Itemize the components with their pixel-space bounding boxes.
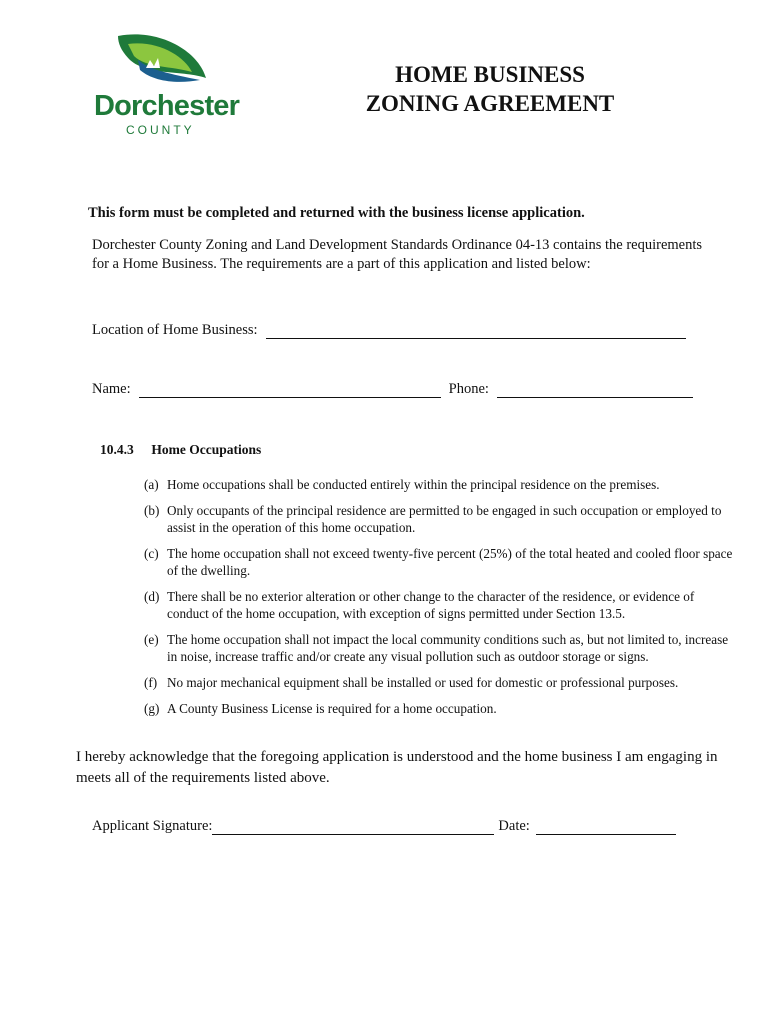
date-input-line[interactable] bbox=[536, 820, 676, 835]
item-text: The home occupation shall not exceed twenty-five percent (25%) of the total heated and cooled floor space of the dwelling. bbox=[167, 546, 733, 578]
phone-label: Phone: bbox=[448, 381, 489, 397]
item-label: (g) bbox=[144, 701, 160, 716]
name-input-line[interactable] bbox=[139, 383, 441, 398]
location-input-line[interactable] bbox=[266, 324, 686, 339]
instruction-text: This form must be completed and returned with the business license application. bbox=[88, 205, 585, 221]
item-text: A County Business License is required for a home occupation. bbox=[167, 701, 497, 716]
section-title: Home Occupations bbox=[151, 442, 262, 457]
acknowledgement-text: I hereby acknowledge that the foregoing application is understood and the home business I am engaging in meets all of the requirements listed above. bbox=[76, 749, 718, 786]
county-logo bbox=[88, 30, 248, 140]
list-item bbox=[144, 700, 734, 717]
title-line-1: HOME BUSINESS bbox=[395, 62, 585, 87]
name-label: Name: bbox=[92, 381, 131, 397]
name-phone-row bbox=[92, 381, 693, 398]
intro-paragraph: Dorchester County Zoning and Land Development Standards Ordinance 04-13 contains the requirements for a Home Business. The requirements are a part of this application and listed below: bbox=[92, 237, 703, 272]
signature-input-line[interactable] bbox=[212, 820, 494, 835]
item-label: (e) bbox=[144, 632, 159, 647]
location-label: Location of Home Business: bbox=[92, 322, 258, 338]
item-text: Only occupants of the principal residence are permitted to be engaged in such occupation or employed to assist in the operation of this home occupation. bbox=[167, 503, 722, 535]
list-item bbox=[144, 476, 734, 493]
requirements-list bbox=[144, 476, 734, 726]
item-label: (c) bbox=[144, 546, 159, 561]
item-text: Home occupations shall be conducted entirely within the principal residence on the premises. bbox=[167, 477, 660, 492]
date-label: Date: bbox=[498, 818, 530, 834]
logo-wordmark: Dorchester bbox=[94, 90, 240, 122]
list-item bbox=[144, 545, 734, 579]
document-title bbox=[340, 60, 640, 118]
signature-label: Applicant Signature: bbox=[92, 818, 213, 834]
location-field-row bbox=[92, 322, 686, 339]
section-heading bbox=[100, 442, 261, 458]
title-line-2: ZONING AGREEMENT bbox=[365, 91, 615, 116]
item-label: (b) bbox=[144, 503, 160, 518]
list-item bbox=[144, 588, 734, 622]
list-item bbox=[144, 631, 734, 665]
list-item bbox=[144, 502, 734, 536]
logo-county-text: COUNTY bbox=[126, 123, 195, 137]
signature-row bbox=[92, 818, 676, 835]
item-label: (a) bbox=[144, 477, 159, 492]
item-text: There shall be no exterior alteration or other change to the character of the residence, or evidence of conduct of the home occupation, with exception of signs permitted under Section 13.5. bbox=[167, 589, 695, 621]
item-text: No major mechanical equipment shall be installed or used for domestic or professional purposes. bbox=[167, 675, 679, 690]
item-label: (f) bbox=[144, 675, 158, 690]
list-item bbox=[144, 674, 734, 691]
phone-input-line[interactable] bbox=[497, 383, 693, 398]
item-label: (d) bbox=[144, 589, 160, 604]
section-number: 10.4.3 bbox=[100, 442, 134, 457]
item-text: The home occupation shall not impact the local community conditions such as, but not limited to, increase in noise, increase traffic and/or create any visual pollution such as outdoor storage or signs. bbox=[167, 632, 729, 664]
